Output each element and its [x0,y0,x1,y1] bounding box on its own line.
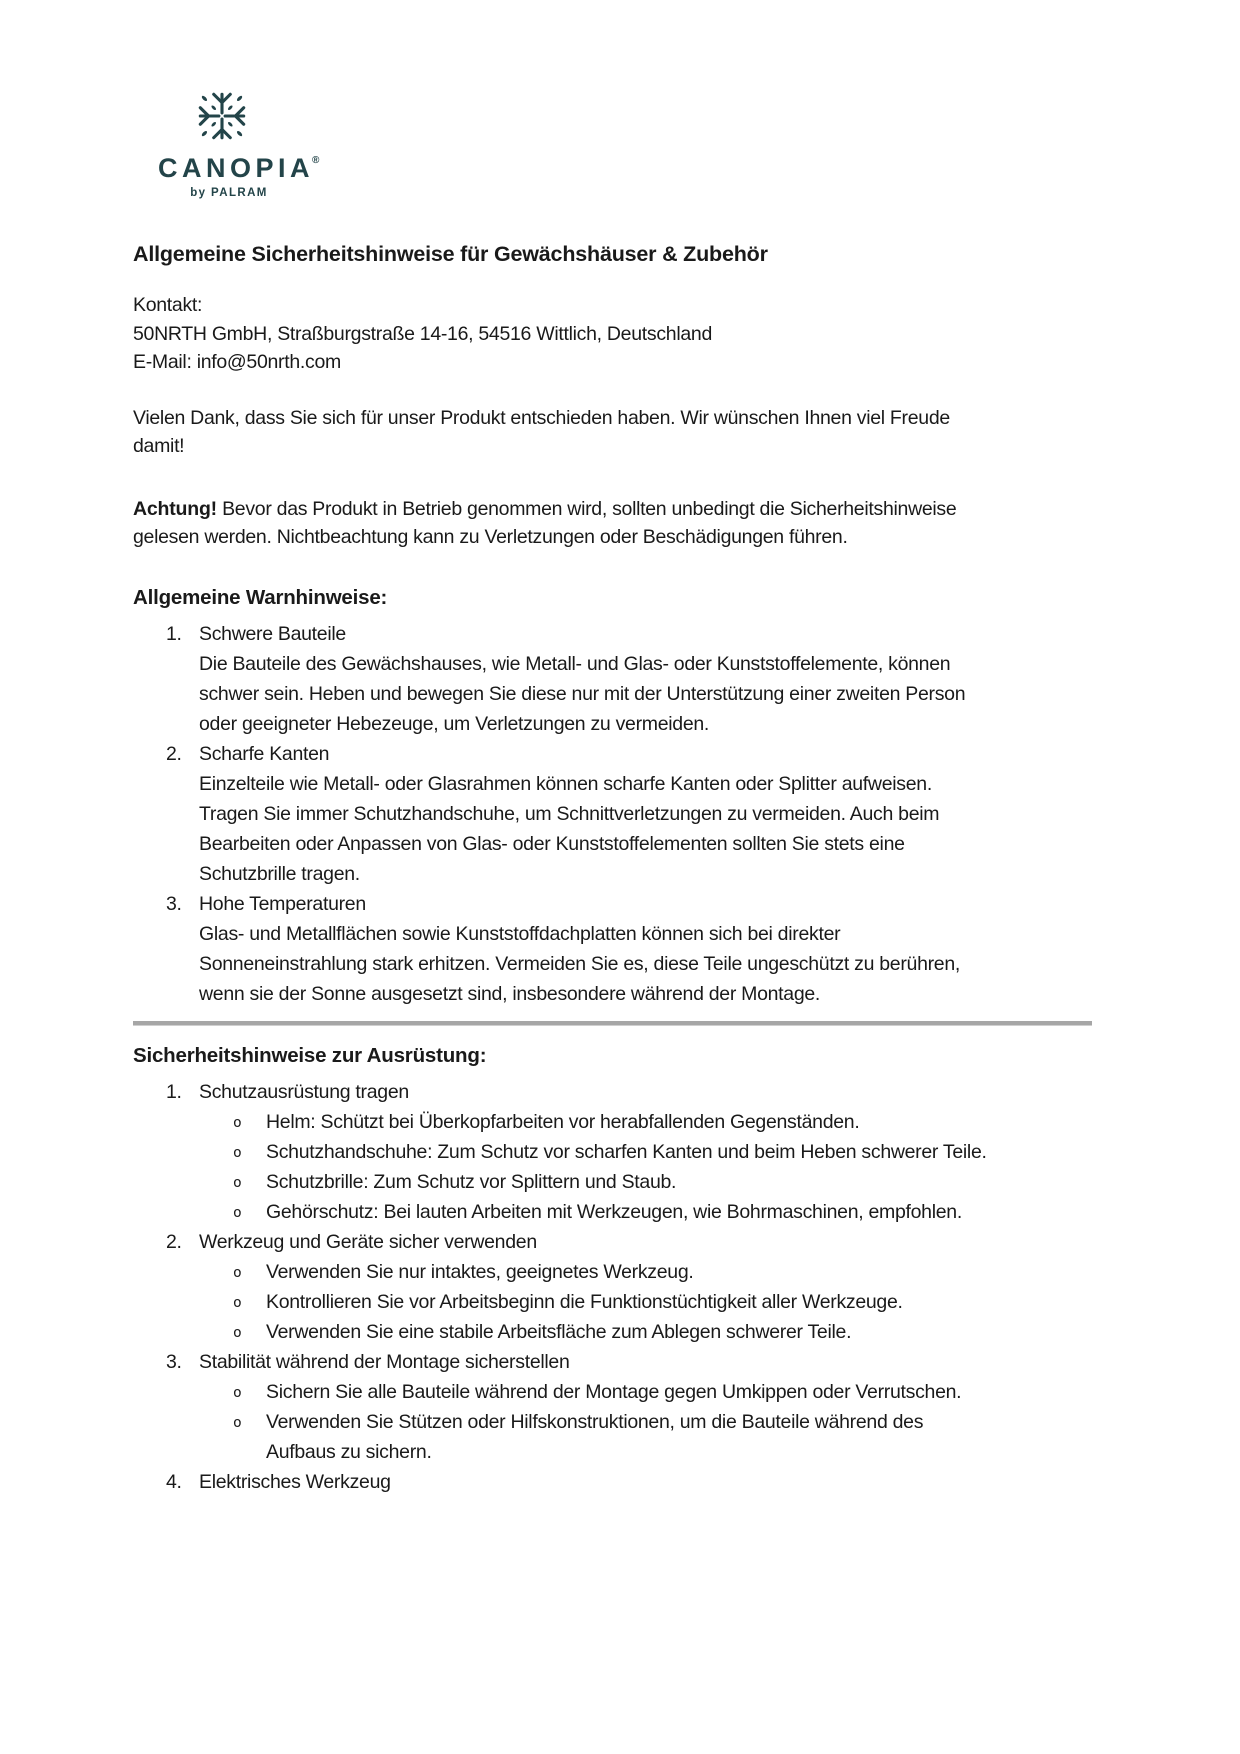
item-number: 3. [166,1350,182,1373]
item-title: Hohe Temperaturen [199,892,366,915]
item-number: 4. [166,1470,182,1493]
item-title: Elektrisches Werkzeug [199,1470,391,1493]
contact-email: E-Mail: info@50nrth.com [133,351,341,373]
item-title: Stabilität während der Montage sicherstellen [199,1350,570,1373]
sub-item-text: Schutzbrille: Zum Schutz vor Splittern und Staub. [266,1170,677,1193]
list-item [133,739,993,889]
sub-item-text: Verwenden Sie nur intaktes, geeignetes Werkzeug. [266,1260,694,1283]
item-title: Scharfe Kanten [199,742,330,765]
item-title: Schwere Bauteile [199,622,346,645]
circle-bullet-marker: o [233,1174,242,1191]
sub-list [199,1257,992,1347]
sub-list-item [199,1137,992,1167]
list-item [133,1467,993,1497]
circle-bullet-marker: o [233,1384,242,1401]
sub-list-item [199,1197,992,1227]
item-number: 1. [166,1080,182,1103]
sub-list-item [199,1407,992,1467]
item-body: Die Bauteile des Gewächshauses, wie Metall- und Glas- oder Kunststoffelemente, können schwer sein. Heben und bewegen Sie diese nur mit der Unterstützung einer zweiten Person oder geeigneter Hebezeuge, um Verletzungen zu vermeiden. [199,652,966,735]
brand-wordmark [158,153,319,184]
page-title: Allgemeine Sicherheitshinweise für Gewächshäuser & Zubehör [133,242,768,266]
sub-item-text: Verwenden Sie Stützen oder Hilfskonstruktionen, um die Bauteile während des Aufbaus zu sichern. [266,1410,924,1463]
sub-list-item [199,1107,992,1137]
item-body: Glas- und Metallflächen sowie Kunststoffdachplatten können sich bei direkter Sonneneinstrahlung stark erhitzen. Vermeiden Sie es, diese Teile ungeschützt zu berühren, wenn sie der Sonne ausgesetzt sind, insbesondere während der Montage. [199,922,961,1005]
circle-bullet-marker: o [233,1324,242,1341]
sub-list-item [199,1257,992,1287]
item-title: Schutzausrüstung tragen [199,1080,409,1103]
sub-item-text: Kontrollieren Sie vor Arbeitsbeginn die Funktionstüchtigkeit aller Werkzeuge. [266,1290,903,1313]
section-heading-ausruestung: Sicherheitshinweise zur Ausrüstung: [133,1043,487,1067]
canopia-tree-icon [191,85,253,147]
circle-bullet-marker: o [233,1144,242,1161]
sub-list-item [199,1167,992,1197]
item-title: Werkzeug und Geräte sicher verwenden [199,1230,537,1253]
item-body: Einzelteile wie Metall- oder Glasrahmen können scharfe Kanten oder Splitter aufweisen. Tragen Sie immer Schutzhandschuhe, um Schnittverletzungen zu vermeiden. Auch beim Bearbeiten oder Anpassen von Glas- oder Kunststoffelementen sollten Sie stets eine Schutzbrille tragen. [199,772,940,885]
sub-list [199,1107,992,1227]
contact-label: Kontakt: [133,294,203,316]
warning-text: Bevor das Produkt in Betrieb genommen wird, sollten unbedingt die Sicherheitshinweise gelesen werden. Nichtbeachtung kann zu Verletzungen oder Beschädigungen führen. [133,497,957,548]
warning-paragraph [133,495,993,552]
item-number: 2. [166,742,182,765]
sub-list-item [199,1287,992,1317]
contact-address: 50NRTH GmbH, Straßburgstraße 14-16, 54516 Wittlich, Deutschland [133,322,712,345]
sub-list-item [199,1377,992,1407]
section-heading-warnhinweise: Allgemeine Warnhinweise: [133,585,388,609]
sub-list [199,1377,992,1467]
sub-item-text: Gehörschutz: Bei lauten Arbeiten mit Werkzeugen, wie Bohrmaschinen, empfohlen. [266,1200,962,1223]
canopia-logo [133,85,1107,205]
item-number: 2. [166,1230,182,1253]
sub-list-item [199,1317,992,1347]
item-number: 3. [166,892,182,915]
list-item [133,1077,993,1227]
contact-block [133,291,1107,377]
brand-tagline: by PALRAM [190,187,268,199]
warnhinweise-list [133,619,993,1009]
warning-lead: Achtung! [133,497,217,520]
horizontal-divider [133,1021,1092,1026]
list-item [133,889,993,1009]
intro-paragraph: Vielen Dank, dass Sie sich für unser Produkt entschieden haben. Wir wünschen Ihnen viel Freude damit! [133,406,950,457]
sub-item-text: Verwenden Sie eine stabile Arbeitsfläche zum Ablegen schwerer Teile. [266,1320,852,1343]
circle-bullet-marker: o [233,1294,242,1311]
sub-item-text: Helm: Schützt bei Überkopfarbeiten vor herabfallenden Gegenständen. [266,1110,860,1133]
circle-bullet-marker: o [233,1114,242,1131]
circle-bullet-marker: o [233,1414,242,1431]
item-number: 1. [166,622,182,645]
list-item [133,619,993,739]
list-item [133,1347,993,1467]
list-item [133,1227,993,1347]
sub-item-text: Sichern Sie alle Bauteile während der Montage gegen Umkippen oder Verrutschen. [266,1380,962,1403]
ausruestung-list [133,1077,993,1497]
circle-bullet-marker: o [233,1264,242,1281]
circle-bullet-marker: o [233,1204,242,1221]
registered-trademark: ® [312,155,320,166]
sub-item-text: Schutzhandschuhe: Zum Schutz vor scharfen Kanten und beim Heben schwerer Teile. [266,1140,987,1163]
brand-name: CANOPIA [158,153,315,183]
